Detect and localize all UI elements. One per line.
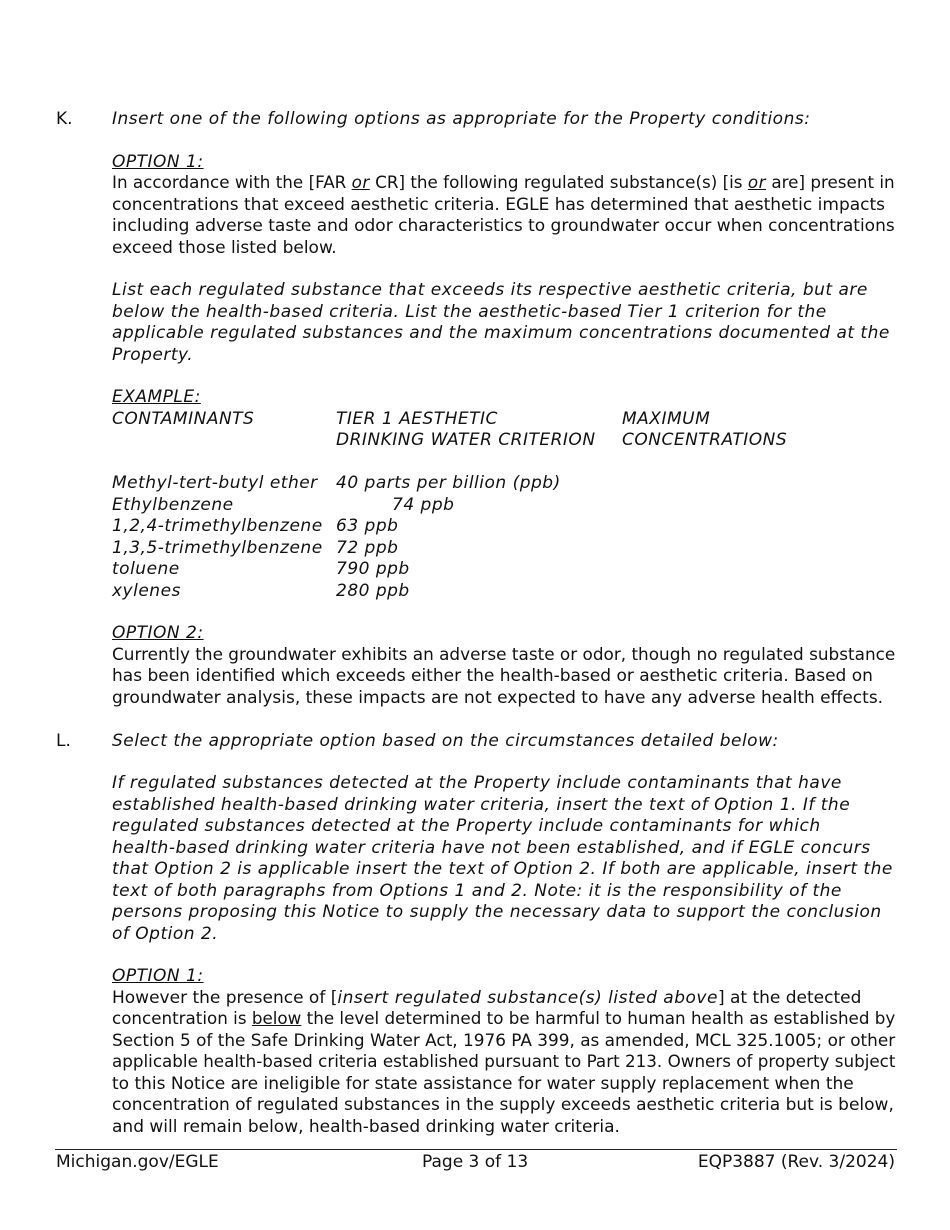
- l-guidance-line: of Option 2.: [112, 924, 219, 944]
- l-guidance-line: text of both paragraphs from Options 1 and 2. Note: it is the responsibility of the: [112, 881, 842, 901]
- header-contaminants: CONTAMINANTS: [112, 409, 255, 429]
- header-maximum: MAXIMUM: [622, 409, 711, 429]
- l-option1-heading: OPTION 1:: [112, 966, 204, 986]
- table-row-value: 72 ppb: [336, 538, 399, 558]
- header-tier1: TIER 1 AESTHETIC: [336, 409, 498, 429]
- l-option1-line: and will remain below, health-based drinking water criteria.: [112, 1117, 620, 1137]
- l-guidance-line: established health-based drinking water criteria, insert the text of Option 1. If the: [112, 795, 851, 815]
- header-tier1-line2: DRINKING WATER CRITERION: [336, 430, 596, 450]
- l-option1-line: to this Notice are ineligible for state assistance for water supply replacement when the: [112, 1074, 854, 1094]
- header-maximum-line2: CONCENTRATIONS: [622, 430, 788, 450]
- k-option1-line1: In accordance with the [FAR or CR] the following regulated substance(s) [is or are] present in: [112, 173, 895, 193]
- k-option2-line: has been identified which exceeds either the health-based or aesthetic criteria. Based on: [112, 666, 873, 686]
- k-option2-line: groundwater analysis, these impacts are not expected to have any adverse health effects.: [112, 688, 884, 708]
- k-list-instruction: List each regulated substance that exceeds its respective aesthetic criteria, but are: [112, 280, 868, 300]
- l-guidance-line: If regulated substances detected at the Property include contaminants that have: [112, 773, 842, 793]
- k-option1-line: concentrations that exceed aesthetic criteria. EGLE has determined that aesthetic impacts: [112, 195, 886, 215]
- l-option1-line: concentration of regulated substances in the supply exceeds aesthetic criteria but is below,: [112, 1095, 894, 1115]
- k-option2-line: Currently the groundwater exhibits an adverse taste or odor, though no regulated substance: [112, 645, 896, 665]
- l-guidance-line: that Option 2 is applicable insert the text of Option 2. If both are applicable, insert the: [112, 859, 893, 879]
- k-option1-heading: OPTION 1:: [112, 152, 204, 172]
- l-guidance-line: health-based drinking water criteria have not been established, and if EGLE concurs: [112, 838, 871, 858]
- footer-form-id: EQP3887 (Rev. 3/2024): [697, 1152, 895, 1172]
- k-option1-line: including adverse taste and odor characteristics to groundwater occur when concentrations: [112, 216, 895, 236]
- k-list-instruction: Property.: [112, 345, 194, 365]
- example-label: EXAMPLE:: [112, 387, 201, 407]
- k-list-instruction: applicable regulated substances and the maximum concentrations documented at the: [112, 323, 890, 343]
- table-row-value: 790 ppb: [336, 559, 410, 579]
- table-row-value: 40 parts per billion (ppb): [336, 473, 561, 493]
- section-l-instruction: Select the appropriate option based on the circumstances detailed below:: [112, 731, 779, 751]
- l-option1-line: Section 5 of the Safe Drinking Water Act, 1976 PA 399, as amended, MCL 325.1005; or other: [112, 1031, 896, 1051]
- section-l-label: L.: [56, 731, 71, 751]
- footer-website: Michigan.gov/EGLE: [56, 1152, 219, 1172]
- k-option2-heading: OPTION 2:: [112, 623, 204, 643]
- l-guidance-line: persons proposing this Notice to supply the necessary data to support the conclusion: [112, 902, 882, 922]
- table-row-name: xylenes: [112, 581, 181, 601]
- table-row-name: toluene: [112, 559, 180, 579]
- l-option1-line2: concentration is below the level determined to be harmful to human health as established by: [112, 1009, 896, 1029]
- table-row-value: 280 ppb: [336, 581, 410, 601]
- table-row-value: 74 ppb: [392, 495, 455, 515]
- section-k-instruction: Insert one of the following options as appropriate for the Property conditions:: [112, 109, 811, 129]
- table-row-name: 1,2,4-trimethylbenzene: [112, 516, 323, 536]
- table-row-value: 63 ppb: [336, 516, 399, 536]
- l-option1-line1: However the presence of [insert regulated substance(s) listed above] at the detected: [112, 988, 862, 1008]
- footer-divider: [55, 1149, 897, 1150]
- l-guidance-line: regulated substances detected at the Property include contaminants for which: [112, 816, 821, 836]
- k-list-instruction: below the health-based criteria. List the aesthetic-based Tier 1 criterion for the: [112, 302, 827, 322]
- table-row-name: Ethylbenzene: [112, 495, 234, 515]
- footer-page-number: Page 3 of 13: [422, 1152, 529, 1172]
- k-option1-line: exceed those listed below.: [112, 238, 337, 258]
- table-row-name: Methyl-tert-butyl ether: [112, 473, 318, 493]
- l-option1-line: applicable health-based criteria established pursuant to Part 213. Owners of property subject: [112, 1052, 896, 1072]
- section-k-label: K.: [56, 109, 73, 129]
- table-row-name: 1,3,5-trimethylbenzene: [112, 538, 323, 558]
